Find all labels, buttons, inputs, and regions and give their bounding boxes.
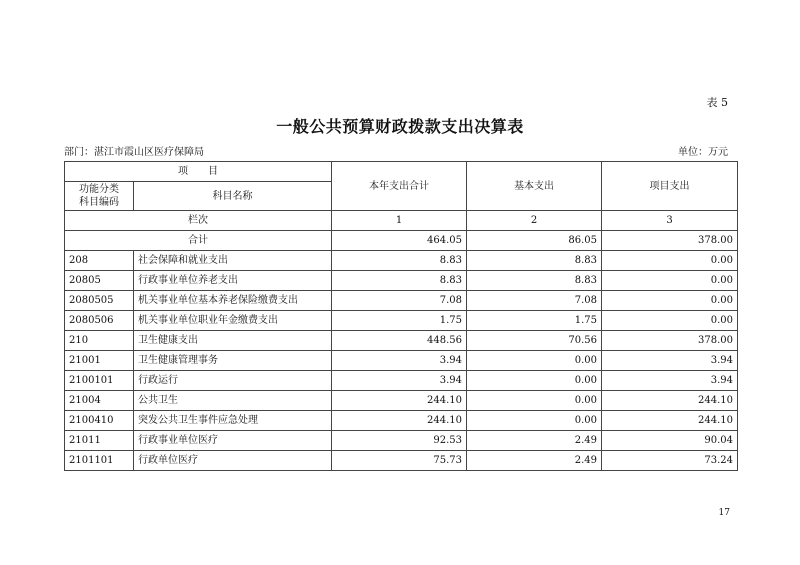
- header-subject-name: 科目名称: [134, 182, 332, 211]
- row-code: 208: [65, 251, 134, 271]
- row-subject-name: 行政运行: [134, 371, 332, 391]
- row-subject-name: 卫生健康支出: [134, 331, 332, 351]
- header-func-code-line1: 功能分类: [79, 184, 119, 195]
- table-row: [65, 311, 738, 331]
- row-subject-name: 行政单位医疗: [134, 451, 332, 471]
- header-col-total: 本年支出合计: [332, 162, 467, 211]
- index-2: 2: [467, 211, 602, 231]
- header-func-code-line2: 科目编码: [79, 197, 119, 208]
- row-total: 7.08: [332, 291, 467, 311]
- row-basic: 8.83: [467, 251, 602, 271]
- row-code: 210: [65, 331, 134, 351]
- table-row: [65, 411, 738, 431]
- row-basic: 0.00: [467, 391, 602, 411]
- page-number: 17: [718, 508, 730, 518]
- expenditure-table: [64, 161, 738, 471]
- row-total: 92.53: [332, 431, 467, 451]
- row-code: 21001: [65, 351, 134, 371]
- table-row: [65, 331, 738, 351]
- row-code: 2101101: [65, 451, 134, 471]
- row-basic: 70.56: [467, 331, 602, 351]
- total-row: [65, 231, 738, 251]
- row-subject-name: 行政事业单位医疗: [134, 431, 332, 451]
- row-project: 3.94: [602, 351, 738, 371]
- row-project: 90.04: [602, 431, 738, 451]
- row-basic: 0.00: [467, 351, 602, 371]
- header-row-1: [65, 162, 738, 182]
- row-total: 3.94: [332, 351, 467, 371]
- row-code: 2100101: [65, 371, 134, 391]
- row-subject-name: 社会保障和就业支出: [134, 251, 332, 271]
- row-basic: 0.00: [467, 371, 602, 391]
- row-total: 75.73: [332, 451, 467, 471]
- row-total: 1.75: [332, 311, 467, 331]
- table-row: [65, 431, 738, 451]
- index-label: 栏次: [65, 211, 332, 231]
- total-amount: 464.05: [332, 231, 467, 251]
- row-basic: 1.75: [467, 311, 602, 331]
- header-col-project: 项目支出: [602, 162, 738, 211]
- header-project: 项 目: [65, 162, 332, 182]
- row-subject-name: 卫生健康管理事务: [134, 351, 332, 371]
- table-row: [65, 271, 738, 291]
- row-basic: 2.49: [467, 451, 602, 471]
- row-project: 3.94: [602, 371, 738, 391]
- table-row: [65, 291, 738, 311]
- row-project: 73.24: [602, 451, 738, 471]
- row-project: 0.00: [602, 311, 738, 331]
- department-label: 部门：湛江市霞山区医疗保障局: [64, 147, 204, 158]
- row-code: 20805: [65, 271, 134, 291]
- table-number: 表 5: [706, 96, 728, 109]
- row-subject-name: 突发公共卫生事件应急处理: [134, 411, 332, 431]
- table-row: [65, 251, 738, 271]
- row-total: 8.83: [332, 251, 467, 271]
- row-total: 3.94: [332, 371, 467, 391]
- table-row: [65, 391, 738, 411]
- header-col-basic: 基本支出: [467, 162, 602, 211]
- row-basic: 8.83: [467, 271, 602, 291]
- row-subject-name: 行政事业单位养老支出: [134, 271, 332, 291]
- index-1: 1: [332, 211, 467, 231]
- table-row: [65, 351, 738, 371]
- table-row: [65, 451, 738, 471]
- row-code: 2100410: [65, 411, 134, 431]
- row-subject-name: 机关事业单位基本养老保险缴费支出: [134, 291, 332, 311]
- row-project: 244.10: [602, 391, 738, 411]
- row-subject-name: 公共卫生: [134, 391, 332, 411]
- row-total: 8.83: [332, 271, 467, 291]
- row-subject-name: 机关事业单位职业年金缴费支出: [134, 311, 332, 331]
- row-project: 244.10: [602, 411, 738, 431]
- row-total: 448.56: [332, 331, 467, 351]
- row-code: 21004: [65, 391, 134, 411]
- row-code: 2080505: [65, 291, 134, 311]
- row-basic: 7.08: [467, 291, 602, 311]
- total-basic: 86.05: [467, 231, 602, 251]
- index-3: 3: [602, 211, 738, 231]
- row-total: 244.10: [332, 391, 467, 411]
- row-project: 378.00: [602, 331, 738, 351]
- row-basic: 2.49: [467, 431, 602, 451]
- row-code: 2080506: [65, 311, 134, 331]
- row-project: 0.00: [602, 271, 738, 291]
- row-total: 244.10: [332, 411, 467, 431]
- page-title: 一般公共预算财政拨款支出决算表: [276, 117, 524, 136]
- header-func-code: [65, 182, 134, 211]
- row-basic: 0.00: [467, 411, 602, 431]
- table-row: [65, 371, 738, 391]
- index-row: [65, 211, 738, 231]
- row-project: 0.00: [602, 251, 738, 271]
- total-label: 合计: [65, 231, 332, 251]
- row-project: 0.00: [602, 291, 738, 311]
- unit-label: 单位：万元: [678, 147, 728, 158]
- row-code: 21011: [65, 431, 134, 451]
- total-project: 378.00: [602, 231, 738, 251]
